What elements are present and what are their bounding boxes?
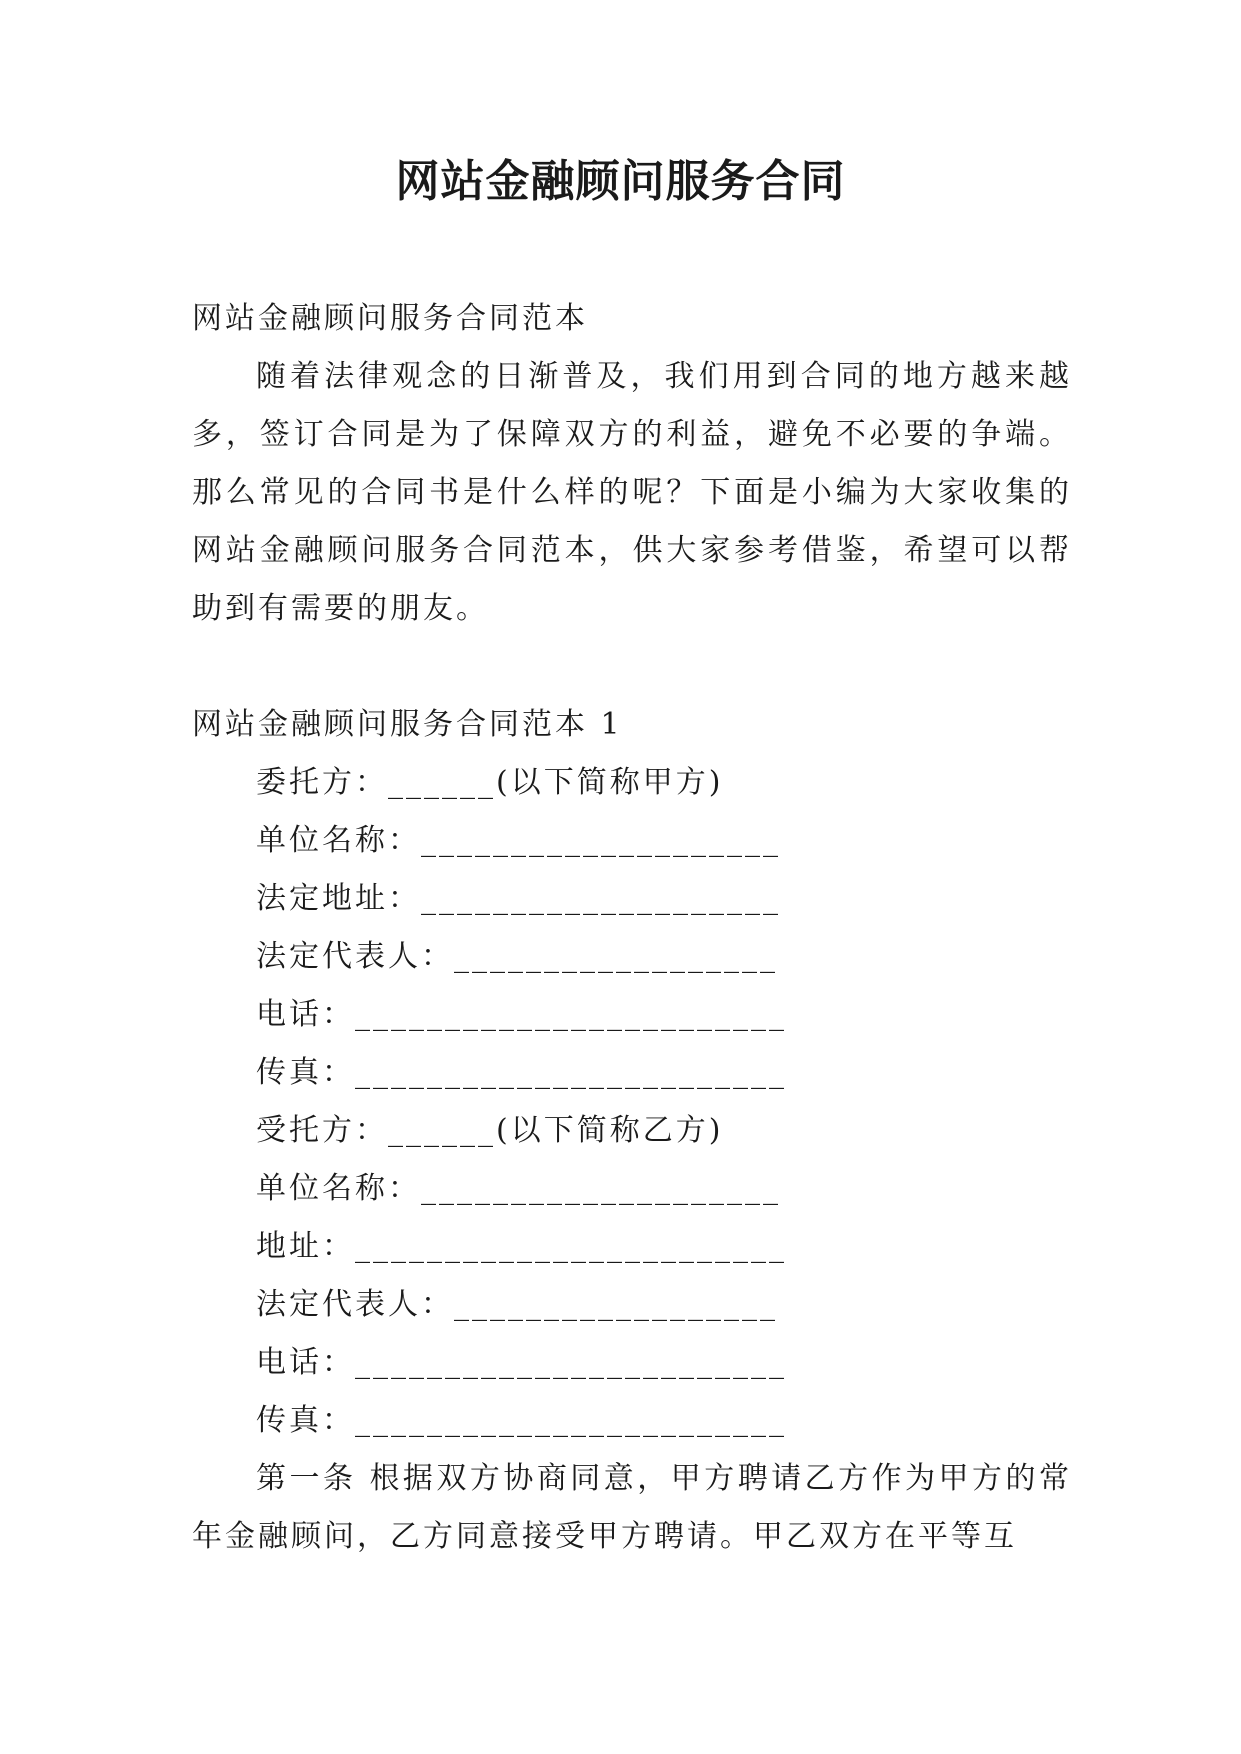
article-1-paragraph: 第一条 根据双方协商同意，甲方聘请乙方作为甲方的常年金融顾问，乙方同意接受甲方聘请。甲乙双方在平等互: [192, 1461, 1072, 1554]
party-a-line: 委托方：______(以下简称甲方): [256, 765, 724, 800]
paragraph-gap: [192, 638, 1072, 696]
section-heading: 网站金融顾问服务合同范本 1: [192, 707, 623, 742]
party-b-line: 受托方：______(以下简称乙方): [256, 1113, 724, 1148]
party-b-address: 地址：________________________: [256, 1229, 787, 1264]
party-b-phone: 电话：________________________: [256, 1345, 787, 1380]
document-title: 网站金融顾问服务合同: [395, 156, 846, 207]
subtitle: 网站金融顾问服务合同范本: [192, 301, 588, 336]
party-b-rep: 法定代表人：__________________: [256, 1287, 778, 1322]
party-a-name: 单位名称：____________________: [256, 823, 781, 858]
party-b-name: 单位名称：____________________: [256, 1171, 781, 1206]
party-b-fax: 传真：________________________: [256, 1403, 787, 1438]
party-a-address: 法定地址：____________________: [256, 881, 781, 916]
document-body: [192, 290, 1072, 1566]
party-a-fax: 传真：________________________: [256, 1055, 787, 1090]
intro-paragraph: 随着法律观念的日渐普及，我们用到合同的地方越来越多，签订合同是为了保障双方的利益，避免不必要的争端。那么常见的合同书是什么样的呢？下面是小编为大家收集的网站金融顾问服务合同范本，供大家参考借鉴，希望可以帮助到有需要的朋友。: [192, 359, 1072, 626]
party-a-phone: 电话：________________________: [256, 997, 787, 1032]
party-a-rep: 法定代表人：__________________: [256, 939, 778, 974]
